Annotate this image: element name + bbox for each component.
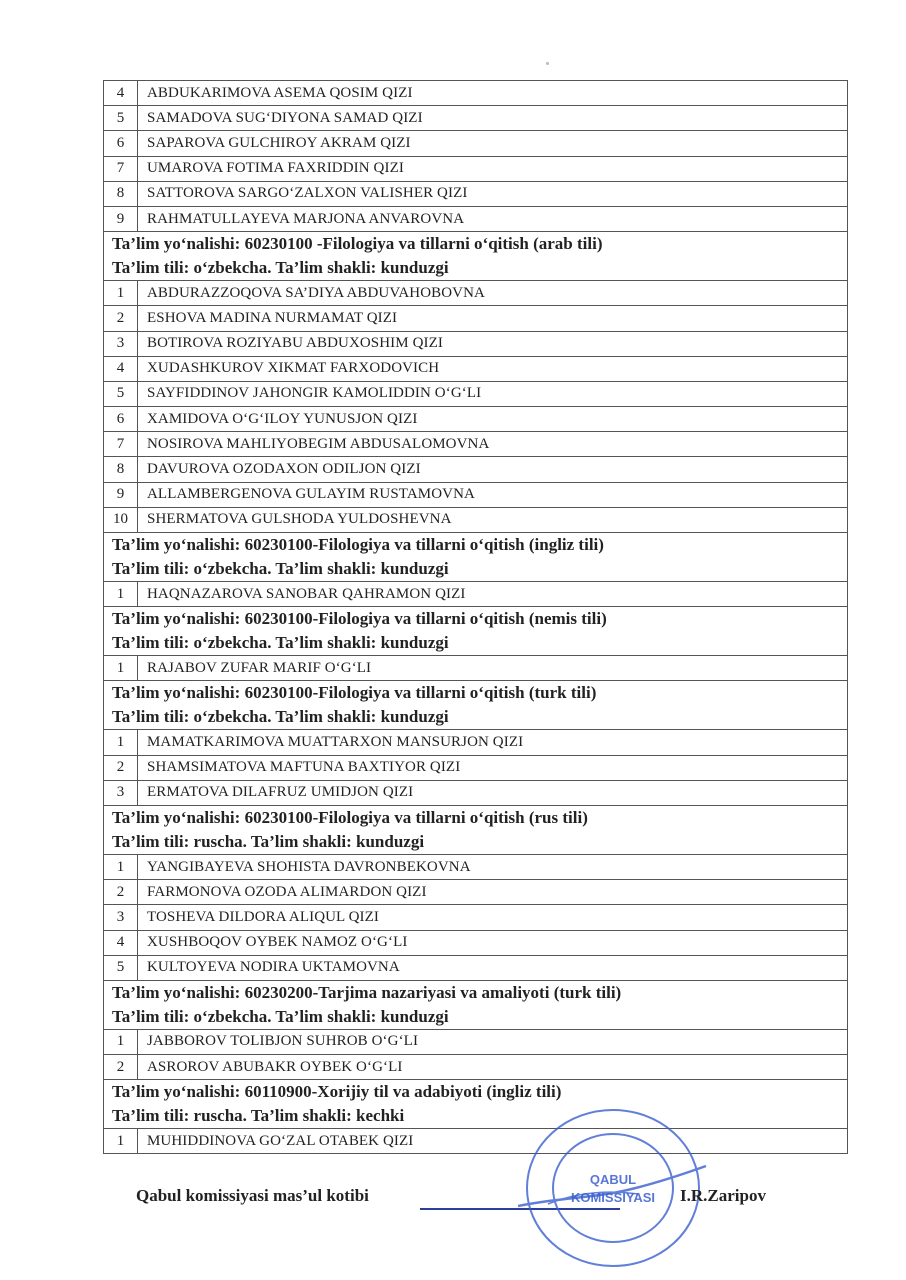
table-row bbox=[104, 955, 848, 980]
section-heading-row bbox=[104, 533, 848, 582]
row-number: 2 bbox=[104, 880, 138, 905]
table-row bbox=[104, 181, 848, 206]
student-name: HAQNAZAROVA SANOBAR QAHRAMON QIZI bbox=[138, 582, 848, 607]
student-name: SAYFIDDINOV JAHONGIR KAMOLIDDIN O‘G‘LI bbox=[138, 381, 848, 406]
section-heading-row bbox=[104, 232, 848, 281]
table-row bbox=[104, 432, 848, 457]
student-name: RAHMATULLAYEVA MARJONA ANVAROVNA bbox=[138, 206, 848, 231]
table-row bbox=[104, 457, 848, 482]
section-heading-row bbox=[104, 980, 848, 1029]
program-title: Ta’lim yo‘nalishi: 60230100-Filologiya va tillarni o‘qitish (nemis tili) bbox=[112, 609, 607, 629]
student-name: DAVUROVA OZODAXON ODILJON QIZI bbox=[138, 457, 848, 482]
student-name: ABDUKARIMOVA ASEMA QOSIM QIZI bbox=[138, 81, 848, 106]
student-name: JABBOROV TOLIBJON SUHROB O‘G‘LI bbox=[138, 1029, 848, 1054]
language-and-form: Ta’lim tili: o‘zbekcha. Ta’lim shakli: kunduzgi bbox=[112, 559, 449, 578]
student-name: SHAMSIMATOVA MAFTUNA BAXTIYOR QIZI bbox=[138, 755, 848, 780]
table-row bbox=[104, 755, 848, 780]
row-number: 1 bbox=[104, 582, 138, 607]
program-title: Ta’lim yo‘nalishi: 60230100-Filologiya va tillarni o‘qitish (rus tili) bbox=[112, 807, 588, 827]
table-row bbox=[104, 156, 848, 181]
table-row bbox=[104, 281, 848, 306]
student-name: XUSHBOQOV OYBEK NAMOZ O‘G‘LI bbox=[138, 930, 848, 955]
student-name: NOSIROVA MAHLIYOBEGIM ABDUSALOMOVNA bbox=[138, 432, 848, 457]
student-name: KULTOYEVA NODIRA UKTAMOVNA bbox=[138, 955, 848, 980]
language-and-form: Ta’lim tili: o‘zbekcha. Ta’lim shakli: kunduzgi bbox=[112, 633, 449, 653]
student-name: SAMADOVA SUG‘DIYONA SAMAD QIZI bbox=[138, 106, 848, 131]
row-number: 9 bbox=[104, 206, 138, 231]
row-number: 6 bbox=[104, 131, 138, 156]
scan-speck bbox=[546, 62, 549, 65]
row-number: 2 bbox=[104, 755, 138, 780]
student-name: XUDASHKUROV XIKMAT FARXODOVICH bbox=[138, 356, 848, 381]
signatory-name: I.R.Zaripov bbox=[680, 1186, 766, 1205]
section-heading bbox=[104, 805, 848, 854]
table-row bbox=[104, 356, 848, 381]
table-row bbox=[104, 1055, 848, 1080]
table-row bbox=[104, 780, 848, 805]
language-and-form: Ta’lim tili: ruscha. Ta’lim shakli: kechki bbox=[112, 1106, 405, 1126]
student-name: ASROROV ABUBAKR OYBEK O‘G‘LI bbox=[138, 1055, 848, 1080]
table-row bbox=[104, 131, 848, 156]
table-row bbox=[104, 381, 848, 406]
row-number: 5 bbox=[104, 381, 138, 406]
table-row bbox=[104, 106, 848, 131]
row-number: 4 bbox=[104, 356, 138, 381]
row-number: 4 bbox=[104, 81, 138, 106]
table-row bbox=[104, 854, 848, 879]
table-row bbox=[104, 582, 848, 607]
student-name: RAJABOV ZUFAR MARIF O‘G‘LI bbox=[138, 656, 848, 681]
student-name: FARMONOVA OZODA ALIMARDON QIZI bbox=[138, 880, 848, 905]
program-title: Ta’lim yo‘nalishi: 60230200-Tarjima nazariyasi va amaliyoti (turk tili) bbox=[112, 982, 622, 1002]
student-name: ABDURAZZOQOVA SA’DIYA ABDUVAHOBOVNA bbox=[138, 281, 848, 306]
student-name: ALLAMBERGENOVA GULAYIM RUSTAMOVNA bbox=[138, 482, 848, 507]
table-row bbox=[104, 206, 848, 231]
student-name: XAMIDOVA O‘G‘ILOY YUNUSJON QIZI bbox=[138, 407, 848, 432]
table-row bbox=[104, 905, 848, 930]
row-number: 9 bbox=[104, 482, 138, 507]
section-heading-row bbox=[104, 681, 848, 730]
student-name: SHERMATOVA GULSHODA YULDOSHEVNA bbox=[138, 507, 848, 532]
row-number: 1 bbox=[104, 281, 138, 306]
student-name: YANGIBAYEVA SHOHISTA DAVRONBEKOVNA bbox=[138, 854, 848, 879]
program-title: Ta’lim yo‘nalishi: 60230100-Filologiya va tillarni o‘qitish (turk tili) bbox=[112, 683, 597, 703]
section-heading bbox=[104, 607, 848, 656]
student-name: ESHOVA MADINA NURMAMAT QIZI bbox=[138, 306, 848, 331]
admission-list-body bbox=[104, 81, 848, 1154]
row-number: 6 bbox=[104, 407, 138, 432]
row-number: 4 bbox=[104, 930, 138, 955]
row-number: 1 bbox=[104, 656, 138, 681]
row-number: 10 bbox=[104, 507, 138, 532]
table-row bbox=[104, 306, 848, 331]
section-heading bbox=[104, 533, 848, 582]
row-number: 3 bbox=[104, 905, 138, 930]
row-number: 2 bbox=[104, 306, 138, 331]
row-number: 7 bbox=[104, 156, 138, 181]
admission-list-table bbox=[103, 80, 848, 1154]
section-heading-row bbox=[104, 805, 848, 854]
section-heading-row bbox=[104, 607, 848, 656]
row-number: 3 bbox=[104, 780, 138, 805]
student-name: UMAROVA FOTIMA FAXRIDDIN QIZI bbox=[138, 156, 848, 181]
section-heading-row bbox=[104, 1080, 848, 1129]
table-row bbox=[104, 331, 848, 356]
section-heading bbox=[104, 1080, 848, 1129]
table-row bbox=[104, 930, 848, 955]
student-name: SATTOROVA SARGO‘ZALXON VALISHER QIZI bbox=[138, 181, 848, 206]
stamp-center-line1: QABUL bbox=[589, 1172, 637, 1187]
table-row bbox=[104, 656, 848, 681]
table-row bbox=[104, 407, 848, 432]
table-row bbox=[104, 507, 848, 532]
row-number: 1 bbox=[104, 1029, 138, 1054]
table-row bbox=[104, 880, 848, 905]
row-number: 1 bbox=[104, 854, 138, 879]
table-row bbox=[104, 482, 848, 507]
language-and-form: Ta’lim tili: o‘zbekcha. Ta’lim shakli: kunduzgi bbox=[112, 1006, 449, 1026]
program-title: Ta’lim yo‘nalishi: 60110900-Xorijiy til va adabiyoti (ingliz tili) bbox=[112, 1082, 562, 1102]
stamp-center-line2: KOMISSIYASI bbox=[570, 1190, 656, 1205]
table-row bbox=[104, 730, 848, 755]
row-number: 8 bbox=[104, 181, 138, 206]
row-number: 3 bbox=[104, 331, 138, 356]
student-name: MUHIDDINOVA GO‘ZAL OTABEK QIZI bbox=[138, 1129, 848, 1154]
table-row bbox=[104, 81, 848, 106]
secretary-label: Qabul komissiyasi mas’ul kotibi bbox=[136, 1186, 369, 1205]
row-number: 2 bbox=[104, 1055, 138, 1080]
row-number: 1 bbox=[104, 1129, 138, 1154]
row-number: 7 bbox=[104, 432, 138, 457]
student-name: MAMATKARIMOVA MUATTARXON MANSURJON QIZI bbox=[138, 730, 848, 755]
student-name: TOSHEVA DILDORA ALIQUL QIZI bbox=[138, 905, 848, 930]
table-row bbox=[104, 1129, 848, 1154]
section-heading bbox=[104, 232, 848, 281]
row-number: 5 bbox=[104, 106, 138, 131]
language-and-form: Ta’lim tili: o‘zbekcha. Ta’lim shakli: kunduzgi bbox=[112, 258, 449, 278]
student-name: SAPAROVA GULCHIROY AKRAM QIZI bbox=[138, 131, 848, 156]
language-and-form: Ta’lim tili: ruscha. Ta’lim shakli: kunduzgi bbox=[112, 831, 425, 851]
row-number: 5 bbox=[104, 955, 138, 980]
program-title: Ta’lim yo‘nalishi: 60230100 -Filologiya va tillarni o‘qitish (arab tili) bbox=[112, 234, 603, 254]
row-number: 1 bbox=[104, 730, 138, 755]
student-name: BOTIROVA ROZIYABU ABDUXOSHIM QIZI bbox=[138, 331, 848, 356]
student-name: ERMATOVA DILAFRUZ UMIDJON QIZI bbox=[138, 780, 848, 805]
table-row bbox=[104, 1029, 848, 1054]
section-heading bbox=[104, 681, 848, 730]
program-title: Ta’lim yo‘nalishi: 60230100-Filologiya va tillarni o‘qitish (ingliz tili) bbox=[112, 535, 604, 554]
section-heading bbox=[104, 980, 848, 1029]
language-and-form: Ta’lim tili: o‘zbekcha. Ta’lim shakli: kunduzgi bbox=[112, 707, 449, 727]
row-number: 8 bbox=[104, 457, 138, 482]
